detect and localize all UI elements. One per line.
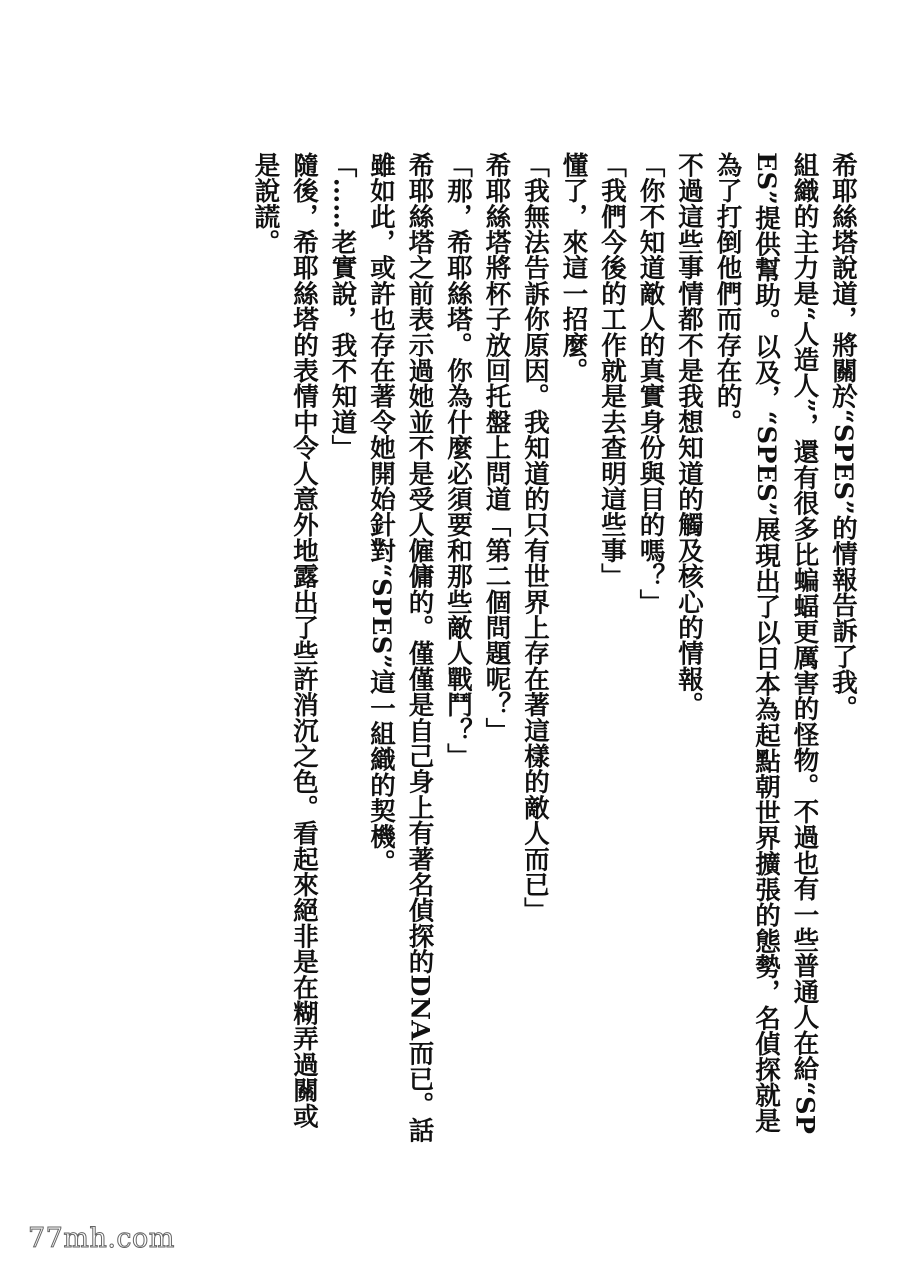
paragraph-11: 「……老實說，我不知道」: [327, 152, 358, 461]
paragraph-9: 「那，希耶絲塔。你為什麼必須要和那些敵人戰鬥？」: [443, 152, 473, 769]
paragraph-7: 「我無法告訴你原因。我知道的只有世界上存在著這樣的敵人而已」: [520, 152, 550, 923]
paragraph-1: 希耶絲塔說道，將關於“SPES”的情報告訴了我。: [828, 152, 858, 721]
paragraph-3: 不過這些事情都不是我想知道的觸及核心的情報。: [674, 152, 704, 718]
paragraph-10: 希耶絲塔之前表示過她並不是受人僱傭的。僅僅是自己身上有著名偵探的DNA而已。話雖如此，或許也存在著令她開始針對“SPES”這一組織的契機。: [366, 152, 435, 1144]
site-watermark: 77mh.com: [28, 1223, 175, 1254]
paragraph-12: 隨後，希耶絲塔的表情中令人意外地露出了些許消沉之色。看起來絕非是在糊弄過關或是說謊。: [250, 152, 319, 1129]
paragraph-8: 希耶絲塔將杯子放回托盤上問道「第二個問題呢？」: [481, 152, 512, 744]
vertical-text-block: [122, 152, 862, 1152]
paragraph-2: 組織的主力是“人造人”，還有很多比蝙蝠更厲害的怪物。不過也有一些普通人在給“SPES”提供幫助。以及，“SPES”展現出了以日本為起點朝世界擴張的態勢，名偵探就是為了打倒他們而存在的。: [712, 152, 820, 1135]
paragraph-6: 懂了，來這一招麼。: [558, 152, 589, 384]
paragraph-4: 「你不知道敵人的真實身份與目的嗎？」: [635, 152, 666, 615]
paragraph-5: 「我們今後的工作就是去查明這些事」: [597, 152, 627, 589]
